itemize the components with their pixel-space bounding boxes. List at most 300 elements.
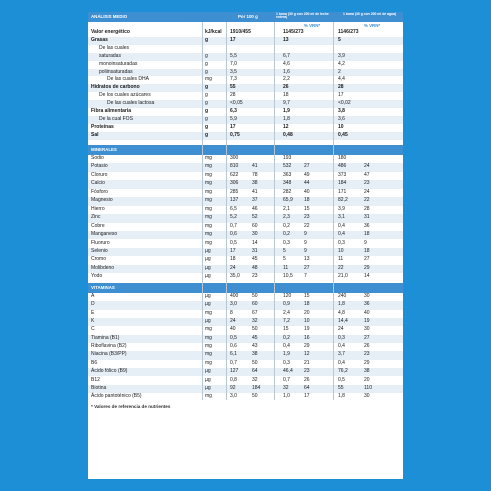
row-value-per-100g: 0,5 [230,334,237,341]
row-value-water: 3,9 [338,52,345,59]
row-value-per-100g: 17 [230,123,236,130]
row-vrn-per-100g: 67 [252,309,258,316]
table-row [88,69,403,77]
row-value-water: 3,9 [338,205,345,212]
row-unit: µg [205,301,211,308]
row-name: De las cuales DHA [107,76,149,83]
row-name: Manganeso [91,231,118,238]
row-vrn-per-100g: 78 [252,171,258,178]
row-value-water: 1,8 [338,393,345,400]
table-row [88,206,403,214]
row-name: De las cuales [99,44,130,51]
row-value-water: 1146/273 [338,29,359,35]
row-value-water: 10 [338,123,344,130]
table-row [88,351,403,359]
row-value-water: 4,4 [338,76,345,83]
row-value-milk: 348 [283,180,292,187]
row-value-milk: 5 [283,247,286,254]
row-vrn-milk: 49 [304,171,310,178]
row-vrn-water: 27 [364,256,370,263]
row-vrn-milk: 9 [304,247,307,254]
row-vrn-water: 24 [364,163,370,170]
row-value-milk: 1,8 [283,115,290,122]
row-unit: mg [205,351,212,358]
table-row [88,132,403,140]
table-row [88,172,403,180]
row-name: Grasas [91,36,108,43]
row-value-per-100g: 0,7 [230,359,237,366]
table-row [88,189,403,197]
column-divider [202,22,203,400]
row-value-per-100g: 35,0 [230,273,240,280]
row-unit: µg [205,318,211,325]
row-value-milk: 10,5 [283,273,293,280]
row-value-per-100g: 55 [230,84,236,91]
row-value-milk: 1,6 [283,68,290,75]
header-serving-milk: 1 toma (30 g con 200 ml de leche entera) [276,11,329,20]
row-unit: µg [205,256,211,263]
row-vrn-water: 19 [364,318,370,325]
row-unit: g [205,36,209,43]
row-name: Ácido fólico (B9) [91,368,128,375]
row-unit: mg [205,197,212,204]
row-vrn-milk: 19 [304,326,310,333]
row-vrn-water: 28 [364,205,370,212]
row-value-milk: 32 [283,384,289,391]
row-vrn-per-100g: 41 [252,163,258,170]
row-name: De las cuales lactosa [107,100,155,107]
column-divider [274,22,275,400]
row-vrn-water: 38 [364,368,370,375]
row-vrn-milk: 26 [304,376,310,383]
row-value-milk: 120 [283,293,292,299]
row-unit: g [205,92,208,99]
row-value-milk: 0,2 [283,231,290,238]
row-name: Cloruro [91,171,108,178]
table-row [88,108,403,116]
row-value-water: 171 [338,188,347,195]
row-name: B12 [91,376,100,383]
row-vrn-milk: 18 [304,197,310,204]
row-value-per-100g: 3,0 [230,301,237,308]
row-value-per-100g: 306 [230,180,239,187]
row-vrn-per-100g: 60 [252,222,258,229]
row-value-milk: 2,1 [283,205,290,212]
row-vrn-water: 40 [364,309,370,316]
row-value-water: 0,45 [338,131,348,138]
row-vrn-milk: 13 [304,256,310,263]
row-value-milk: 0,48 [283,131,293,138]
row-value-per-100g: 5,2 [230,214,237,221]
row-vrn-milk: 9 [304,231,307,238]
row-unit: g [205,60,208,67]
row-value-per-100g: 137 [230,197,239,204]
ingredients-text: Maltodextrina, sacarosa, proteínas de suero de leche, aceites vegetales (palma, palmiste, canola, girasol, girasol alto oleico), fructooligosacáridos, cacao en polvo, minerales (cloruro de potasio, fosfato de sodio, citrato de sodio, cloruro de calcio, citrato de magnesio, fosfato de calcio, citrato de potasio, hidróxido de magnesio, fosfato de potasio, hidróxido de calcio, sulfato de hierro, sulfato de zinc, sulfato de manganeso, sulfato de cobre, yoduro de potasio, selenito de sodio), emulgente: lecitina de soja, aromas, vitaminas (C, niacina, E, pantotenato de calcio, B6, B2, B1, A, ácido fólico, biotina, K, D, B12), aceite de pescado, antioxidantes (extracto rico en tocoferoles, palmitato de ascorbilo). [88,425,401,470]
row-value-water: 240 [338,293,347,299]
table-row [88,45,403,53]
row-name: Hierro [91,205,105,212]
row-value-per-100g: 40 [230,326,236,333]
row-value-water: <0,02 [338,100,351,107]
row-unit: g [205,131,209,138]
vitamins-title: VITAMINAS [91,285,115,290]
table-row [88,360,403,368]
row-value-per-100g: 28 [230,92,236,99]
header-vrn-1: % VRN* [304,23,321,28]
row-unit: mg [205,180,212,187]
table-row [88,100,403,108]
row-name: Yodo [91,273,103,280]
table-row [88,155,403,163]
row-vrn-milk: 27 [304,264,310,271]
row-vrn-water: 18 [364,231,370,238]
row-value-water: 0,4 [338,222,345,229]
row-vrn-per-100g: 48 [252,264,258,271]
column-divider [226,22,227,400]
row-vrn-milk: 17 [304,393,310,400]
row-value-milk: 0,3 [283,359,290,366]
row-value-per-100g: 0,6 [230,343,237,350]
row-value-per-100g: 0,75 [230,131,240,138]
row-unit: mg [205,393,212,400]
row-value-per-100g: 0,8 [230,376,237,383]
row-vrn-water: 22 [364,197,370,204]
row-vrn-water: 47 [364,171,370,178]
table-row [88,240,403,248]
row-unit: g [205,52,208,59]
row-value-water: 2 [338,68,341,75]
row-vrn-milk: 29 [304,343,310,350]
row-vrn-water: 23 [364,180,370,187]
row-vrn-water: 18 [364,247,370,254]
row-unit: mg [205,334,212,341]
row-value-per-100g: 0,5 [230,239,237,246]
row-vrn-per-100g: 32 [252,376,258,383]
row-value-per-100g: 8 [230,309,233,316]
row-vrn-milk: 9 [304,239,307,246]
table-row [88,214,403,222]
table-row [88,61,403,69]
row-vrn-per-100g: 23 [252,273,258,280]
row-value-per-100g: 0,7 [230,222,237,229]
row-name: Ácido pantoténico (B5) [91,393,142,400]
row-unit: mg [205,343,212,350]
row-value-water: 0,4 [338,231,345,238]
table-row [88,385,403,393]
row-value-per-100g: 622 [230,171,239,178]
row-unit: mg [205,188,212,195]
row-value-water: 3,7 [338,351,345,358]
row-vrn-water: 27 [364,334,370,341]
row-vrn-per-100g: 50 [252,359,258,366]
row-vrn-milk: 20 [304,309,310,316]
row-value-milk: 4,6 [283,60,290,67]
row-value-per-100g: 5,5 [230,52,237,59]
row-name: Potasio [91,163,108,170]
row-vrn-water: 29 [364,359,370,366]
row-value-per-100g: 92 [230,384,236,391]
row-vrn-per-100g: 38 [252,351,258,358]
row-value-milk: 12 [283,123,289,130]
table-row [88,76,403,84]
table-row [88,393,403,401]
column-divider [333,22,334,400]
row-unit: g [205,123,209,130]
row-vrn-per-100g: 64 [252,368,258,375]
row-vrn-water: 30 [364,393,370,400]
row-value-milk: 0,2 [283,334,290,341]
row-vrn-milk: 64 [304,384,310,391]
row-value-milk: 2,2 [283,76,290,83]
row-value-per-100g: 285 [230,188,239,195]
row-name: Biotina [91,384,107,391]
row-unit: µg [205,273,211,280]
row-vrn-water: 14 [364,273,370,280]
row-vrn-per-100g: 60 [252,301,258,308]
row-value-water: 14,4 [338,318,348,325]
row-unit: µg [205,384,211,391]
row-name: Fluoruro [91,239,110,246]
row-vrn-per-100g: 50 [252,393,258,400]
row-unit: kJ/kcal [205,29,222,35]
row-value-milk: 363 [283,171,292,178]
row-vrn-per-100g: 52 [252,214,258,221]
row-vrn-per-100g: 14 [252,239,258,246]
row-vrn-milk: 16 [304,334,310,341]
row-value-milk: 193 [283,155,292,161]
row-value-per-100g: 6,3 [230,108,237,114]
row-vrn-milk: 18 [304,301,310,308]
row-value-water: 28 [338,84,344,91]
row-vrn-per-100g: 184 [252,384,261,391]
row-vrn-water: 110 [364,384,372,391]
row-value-milk: 0,9 [283,301,290,308]
row-unit: g [205,100,208,107]
ingredients-title: INGREDIENTES: [88,414,154,423]
row-value-water: 184 [338,180,347,187]
table-row [88,265,403,273]
row-name: Molibdeno [91,264,115,271]
row-value-milk: 0,7 [283,376,290,383]
row-value-per-100g: 1910/455 [230,29,251,35]
table-row [88,29,403,37]
row-name: poliinsaturadas [99,68,133,75]
table-row [88,326,403,334]
table-row [88,197,403,205]
row-unit: mg [205,171,212,178]
table-header [88,12,403,22]
row-vrn-per-100g: 46 [252,205,258,212]
row-name: saturadas [99,52,121,59]
row-value-per-100g: 24 [230,318,236,325]
header-vrn-2: % VRN* [364,23,381,28]
row-value-per-100g: 24 [230,264,236,271]
row-unit: mg [205,205,212,212]
table-row [88,310,403,318]
row-value-per-100g: 6,5 [230,205,237,212]
row-value-water: 0,3 [338,239,345,246]
row-value-milk: 1,0 [283,393,290,400]
row-vrn-milk: 27 [304,163,310,170]
row-vrn-per-100g: 43 [252,343,258,350]
table-row [88,248,403,256]
row-name: Selenio [91,247,108,254]
row-vrn-per-100g: 30 [252,231,258,238]
row-name: Valor energético [91,29,130,35]
header-serving-water: 1 toma (30 g con 200 ml de agua) [343,11,397,16]
row-name: Fósforo [91,188,108,195]
row-vrn-milk: 10 [304,318,310,325]
row-vrn-milk: 15 [304,293,310,299]
row-name: De los cuales azúcares [99,92,151,99]
table-row [88,335,403,343]
row-unit: mg [205,76,212,83]
row-vrn-water: 30 [364,326,370,333]
table-row [88,343,403,351]
row-value-milk: 1,9 [283,351,290,358]
row-vrn-per-100g: 45 [252,334,258,341]
row-value-water: 0,3 [338,334,345,341]
row-value-milk: 13 [283,36,289,43]
row-vrn-milk: 44 [304,180,310,187]
table-row [88,124,403,132]
row-value-milk: 46,4 [283,368,293,375]
row-name: C [91,326,95,333]
row-unit: g [205,84,209,91]
row-name: Riboflavina (B2) [91,343,127,350]
table-row [88,223,403,231]
row-name: monoinsaturadas [99,60,138,67]
row-value-water: 82,2 [338,197,348,204]
row-value-per-100g: 400 [230,293,239,299]
row-name: Magnesio [91,197,113,204]
row-name: Cromo [91,256,107,263]
row-unit: mg [205,239,212,246]
row-value-water: 4,8 [338,309,345,316]
row-value-water: 4,2 [338,60,345,67]
row-value-water: 21,0 [338,273,348,280]
row-vrn-water: 30 [364,293,370,299]
row-unit: g [205,68,208,75]
row-value-water: 0,4 [338,343,345,350]
table-row [88,318,403,326]
row-unit: mg [205,231,212,238]
row-value-water: 10 [338,247,344,254]
row-vrn-water: 36 [364,301,370,308]
row-unit: µg [205,247,211,254]
row-name: E [91,309,95,316]
table-row [88,231,403,239]
row-vrn-per-100g: 41 [252,188,258,195]
table-subheader [88,22,403,29]
row-value-water: 180 [338,155,347,161]
row-unit: mg [205,309,212,316]
row-name: Cobre [91,222,105,229]
row-value-per-100g: <0,05 [230,100,243,107]
table-row [88,377,403,385]
row-value-water: 17 [338,92,344,99]
row-vrn-per-100g: 45 [252,256,258,263]
row-unit: mg [205,163,212,170]
row-vrn-water: 26 [364,343,370,350]
row-vrn-water: 36 [364,222,370,229]
row-value-milk: 0,3 [283,239,290,246]
minerals-header [88,145,403,155]
row-vrn-per-100g: 32 [252,318,258,325]
row-name: Niacina (B3/PP) [91,351,127,358]
row-vrn-per-100g: 31 [252,247,258,254]
row-vrn-milk: 23 [304,214,310,221]
row-unit: µg [205,368,211,375]
row-name: B6 [91,359,98,366]
row-value-milk: 26 [283,84,289,91]
row-value-water: 3,6 [338,115,345,122]
row-value-water: 3,1 [338,214,345,221]
ingredients-block [88,414,408,471]
row-vrn-milk: 15 [304,205,310,212]
row-vrn-water: 31 [364,214,370,221]
row-vrn-water: 29 [364,264,370,271]
row-name: Zinc [91,214,101,221]
row-name: Fibra alimentaria [91,108,132,114]
row-value-per-100g: 300 [230,155,239,161]
row-value-water: 76,2 [338,368,348,375]
row-value-per-100g: 3,5 [230,68,237,75]
table-row [88,301,403,309]
table-row [88,84,403,92]
row-value-water: 1,8 [338,301,345,308]
row-vrn-water: 23 [364,351,370,358]
row-value-milk: 11 [283,264,289,271]
row-value-per-100g: 810 [230,163,239,170]
row-value-per-100g: 17 [230,36,236,43]
row-vrn-water: 24 [364,188,370,195]
row-unit: mg [205,214,212,221]
row-value-water: 373 [338,171,347,178]
row-value-water: 0,4 [338,359,345,366]
row-value-per-100g: 17 [230,247,236,254]
row-value-per-100g: 5,9 [230,115,237,122]
table-row [88,92,403,100]
row-value-milk: 1,9 [283,108,290,114]
row-name: D [91,301,95,308]
row-value-per-100g: 7,0 [230,60,237,67]
row-unit: mg [205,359,212,366]
row-vrn-milk: 7 [304,273,307,280]
table-row [88,53,403,61]
minerals-title: MINERALES [91,147,117,152]
row-vrn-milk: 21 [304,359,310,366]
row-name: K [91,318,95,325]
row-value-milk: 9,7 [283,100,290,107]
row-value-milk: 18 [283,92,289,99]
row-value-milk: 5 [283,256,286,263]
row-value-milk: 15 [283,326,289,333]
row-vrn-water: 9 [364,239,367,246]
row-value-milk: 0,2 [283,222,290,229]
row-vrn-milk: 22 [304,222,310,229]
row-name: Calcio [91,180,105,187]
table-row [88,293,403,301]
row-value-water: 3,8 [338,108,345,114]
row-vrn-water: 20 [364,376,370,383]
table-row [88,368,403,376]
row-value-per-100g: 0,6 [230,231,237,238]
row-value-milk: 282 [283,188,292,195]
row-vrn-milk: 23 [304,368,310,375]
row-vrn-milk: 40 [304,188,310,195]
row-unit: mg [205,222,212,229]
